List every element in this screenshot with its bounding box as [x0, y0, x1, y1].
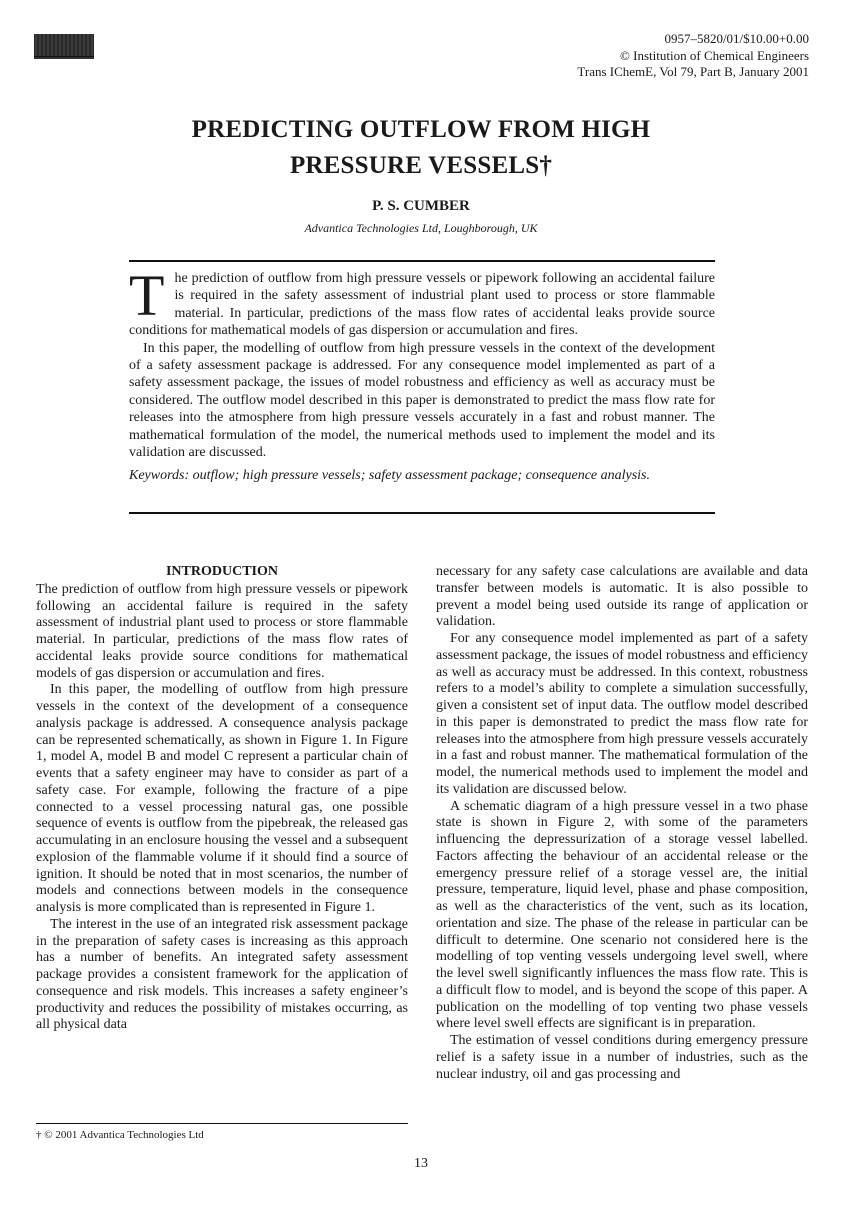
journal-citation: Trans IChemE, Vol 79, Part B, January 2001: [577, 64, 809, 79]
drop-cap: T: [129, 263, 165, 328]
body-paragraph: The estimation of vessel conditions during emergency pressure relief is a safety issue in a number of industries, such as the nuclear industry, oil and gas processing and: [436, 1033, 808, 1082]
body-paragraph: necessary for any safety case calculations are available and data transfer between models is automatic. It is also possible to prevent a model being used outside its range of application or validation.: [436, 564, 808, 630]
body-paragraph: The prediction of outflow from high pressure vessels or pipework following an accidental failure is required in the safety assessment of industrial plant used to process or store flammable material. In particular, predictions of the mass flow rates of accidental leaks provide source conditions for mathematical models of gas dispersion or accumulation and fires.: [36, 581, 408, 681]
body-paragraph: The interest in the use of an integrated risk assessment package in the preparation of safety cases is increasing as this approach has a number of benefits. An integrated safety assessment package provides a consistent framework for the application of consequence and risk models. This increases a safety engineer’s productivity and reduces the possibility of mistakes occurring, as all physical data: [36, 916, 408, 1033]
abstract-bottom-rule: [129, 512, 715, 514]
logo-underline: [34, 57, 94, 59]
publisher-logo: [34, 34, 94, 57]
author-name: P. S. CUMBER: [372, 198, 470, 214]
author-affiliation: Advantica Technologies Ltd, Loughborough, UK: [304, 221, 538, 235]
footnote-rule: [36, 1123, 408, 1124]
keywords: Keywords: outflow; high pressure vessels; safety assessment package; consequence analysis.: [129, 468, 651, 484]
abstract-top-rule: [129, 260, 715, 262]
footnote: † © 2001 Advantica Technologies Ltd: [36, 1129, 204, 1141]
title-line-2: PRESSURE VESSELS†: [289, 152, 553, 179]
body-paragraph: A schematic diagram of a high pressure vessel in a two phase state is shown in Figure 2, with some of the parameters influencing the depressurization of a storage vessel labelled. Factors affecting the behaviour of an accidental release or the emergency pressure relief of a storage vessel are, the initial pressure, temperature, liquid level, phase and phase composition, as well as the characteristics of the vent, such as its location, orientation and size. The phase of the release in particular can be difficult to determine. One scenario not considered here is the modelling of top venting vessels undergoing level swell, where the level swell significantly influences the mass flow rate. This is a difficult flow to model, and is beyond the scope of this paper. A publication on the modelling of top venting two phase vessels where level swell effects are significant is in preparation.: [436, 798, 808, 1032]
section-heading-introduction: INTRODUCTION: [165, 564, 278, 579]
abstract: [129, 263, 715, 485]
right-column: [436, 564, 808, 1083]
body-paragraph: In this paper, the modelling of outflow from high pressure vessels in the context of the development of a consequence analysis package is addressed. A consequence analysis package can be represented schematically, as shown in Figure 1. In Figure 1, model A, model B and model C represent a particular chain of events that a safety engineer may have to consider as part of a safety case. For example, following the fracture of a pipe connected to a vessel processing natural gas, one possible sequence of events is outflow from the pipebreak, the released gas accumulating in an enclosure housing the vessel and a subsequent explosion of the flammable volume if it should find a source of ignition. It should be noted that in most scenarios, the number of models and connections between models in the consequence analysis is more complicated than is represented in Figure 1.: [36, 682, 408, 915]
article-code: 0957–5820/01/$10.00+0.00: [664, 31, 809, 46]
title-line-1: PREDICTING OUTFLOW FROM HIGH: [191, 116, 651, 143]
page-number: 13: [414, 1156, 428, 1171]
article-title: [0, 112, 842, 184]
abstract-paragraph-1: The prediction of outflow from high pressure vessels or pipework following an accidental failure is required in the safety assessment of industrial plant used to process or store flammable material. In particular, predictions of the mass flow rates of accidental leaks provide source conditions for mathematical models of gas dispersion or accumulation and fires.: [129, 263, 715, 339]
publisher-line: © Institution of Chemical Engineers: [620, 47, 809, 63]
body-paragraph: For any consequence model implemented as part of a safety assessment package, the issues of model robustness and efficiency as well as accuracy must be addressed. In this context, robustness refers to a model’s ability to complete a simulation successfully, given a consistent set of input data. The outflow model described in this paper is demonstrated to predict the mass flow rate for releases into the atmosphere from high pressure vessels accurately in a fast and robust manner. The mathematical formulation of the model, the numerical methods used to implement the model and its validation are discussed below.: [436, 631, 808, 797]
abstract-paragraph-2: In this paper, the modelling of outflow from high pressure vessels in the context of the development of a safety assessment package is addressed. For any consequence model implemented as part of a safety assessment package, the issues of model robustness and efficiency as well as accuracy must be considered. The outflow model described in this paper is demonstrated to predict the mass flow rate for releases into the atmosphere from high pressure vessels accurately in a fast and robust manner. The mathematical formulation of the model, the numerical methods used to implement the model and its validation are discussed.: [129, 340, 715, 461]
left-column: [36, 564, 408, 1034]
journal-info: [577, 31, 809, 81]
